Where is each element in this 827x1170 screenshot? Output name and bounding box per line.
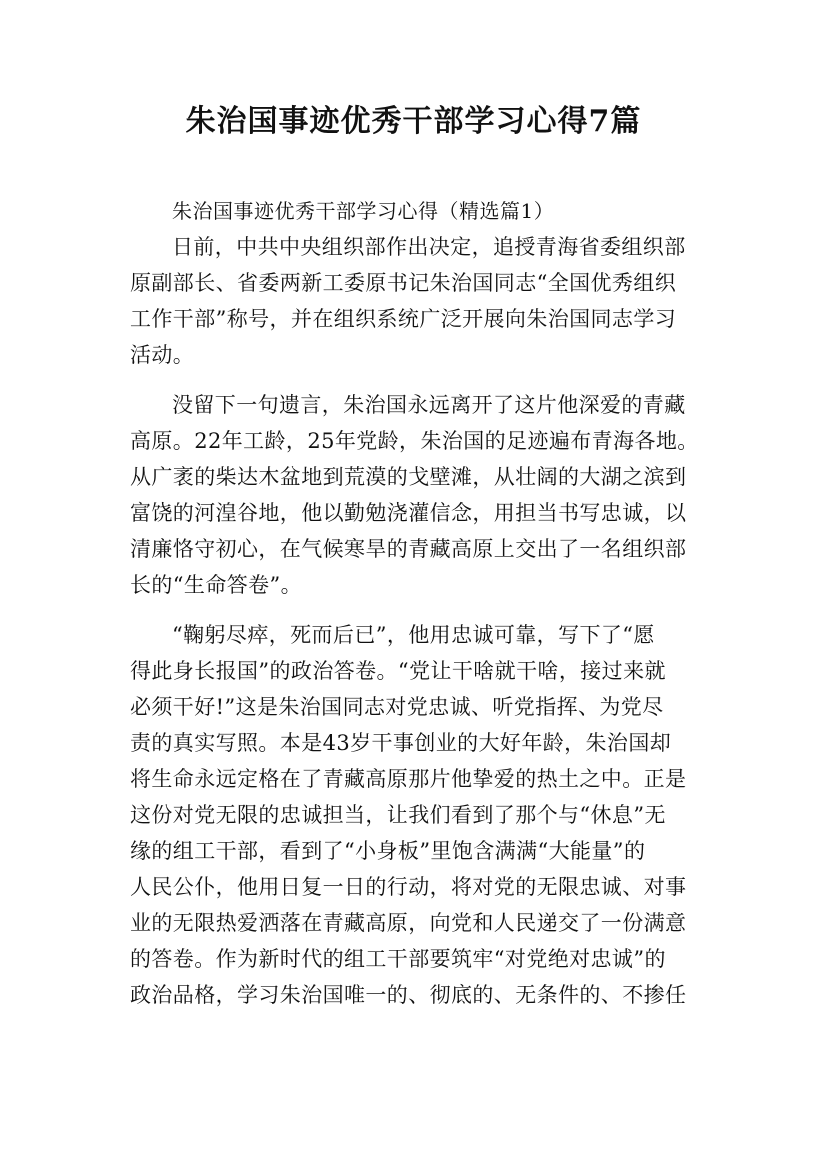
paragraph-line: 将生命永远定格在了青藏高原那片他挚爱的热土之中。正是: [130, 767, 687, 791]
paragraph-line: 从广袤的柴达木盆地到荒漠的戈壁滩，从壮阔的大湖之滨到: [130, 465, 687, 489]
document-title: 朱治国事迹优秀干部学习心得7篇: [185, 104, 642, 139]
paragraph-line: 这份对党无限的忠诚担当，让我们看到了那个与“休息”无: [130, 803, 666, 827]
paragraph-line: 长的“生命答卷”。: [130, 573, 303, 597]
paragraph-line: 日前，中共中央组织部作出决定，追授青海省委组织部: [172, 235, 686, 259]
paragraph-line: 高原。22年工龄，25年党龄，朱治国的足迹遍布青海各地。: [130, 429, 699, 453]
paragraph-line: 人民公仆，他用日复一日的行动，将对党的无限忠诚、对事: [130, 875, 687, 899]
paragraph-line: 原副部长、省委两新工委原书记朱治国同志“全国优秀组织: [130, 271, 677, 295]
paragraph-line: 清廉恪守初心，在气候寒旱的青藏高原上交出了一名组织部: [130, 537, 687, 561]
paragraph-line: 必须干好!”这是朱治国同志对党忠诚、听党指挥、为党尽: [130, 695, 664, 719]
section-heading: 朱治国事迹优秀干部学习心得（精选篇1）: [172, 199, 555, 223]
paragraph-line: 富饶的河湟谷地，他以勤勉浇灌信念，用担当书写忠诚，以: [130, 501, 687, 525]
paragraph-line: 得此身长报国”的政治答卷。“党让干啥就干啥，接过来就: [130, 659, 666, 683]
paragraph-line: 缘的组工干部，看到了“小身板”里饱含满满“大能量”的: [130, 839, 646, 863]
paragraph-line: “鞠躬尽瘁，死而后已”，他用忠诚可靠，写下了“愿: [172, 623, 655, 647]
paragraph-line: 的答卷。作为新时代的组工干部要筑牢“对党绝对忠诚”的: [130, 947, 666, 971]
paragraph-line: 工作干部”称号，并在组织系统广泛开展向朱治国同志学习: [130, 307, 677, 331]
paragraph-line: 活动。: [130, 343, 195, 367]
paragraph-line: 政治品格，学习朱治国唯一的、彻底的、无条件的、不掺任: [130, 983, 687, 1007]
paragraph-line: 责的真实写照。本是43岁干事创业的大好年龄，朱治国却: [130, 731, 672, 755]
paragraph-line: 没留下一句遗言，朱治国永远离开了这片他深爱的青藏: [172, 393, 686, 417]
paragraph-line: 业的无限热爱洒落在青藏高原，向党和人民递交了一份满意: [130, 911, 687, 935]
